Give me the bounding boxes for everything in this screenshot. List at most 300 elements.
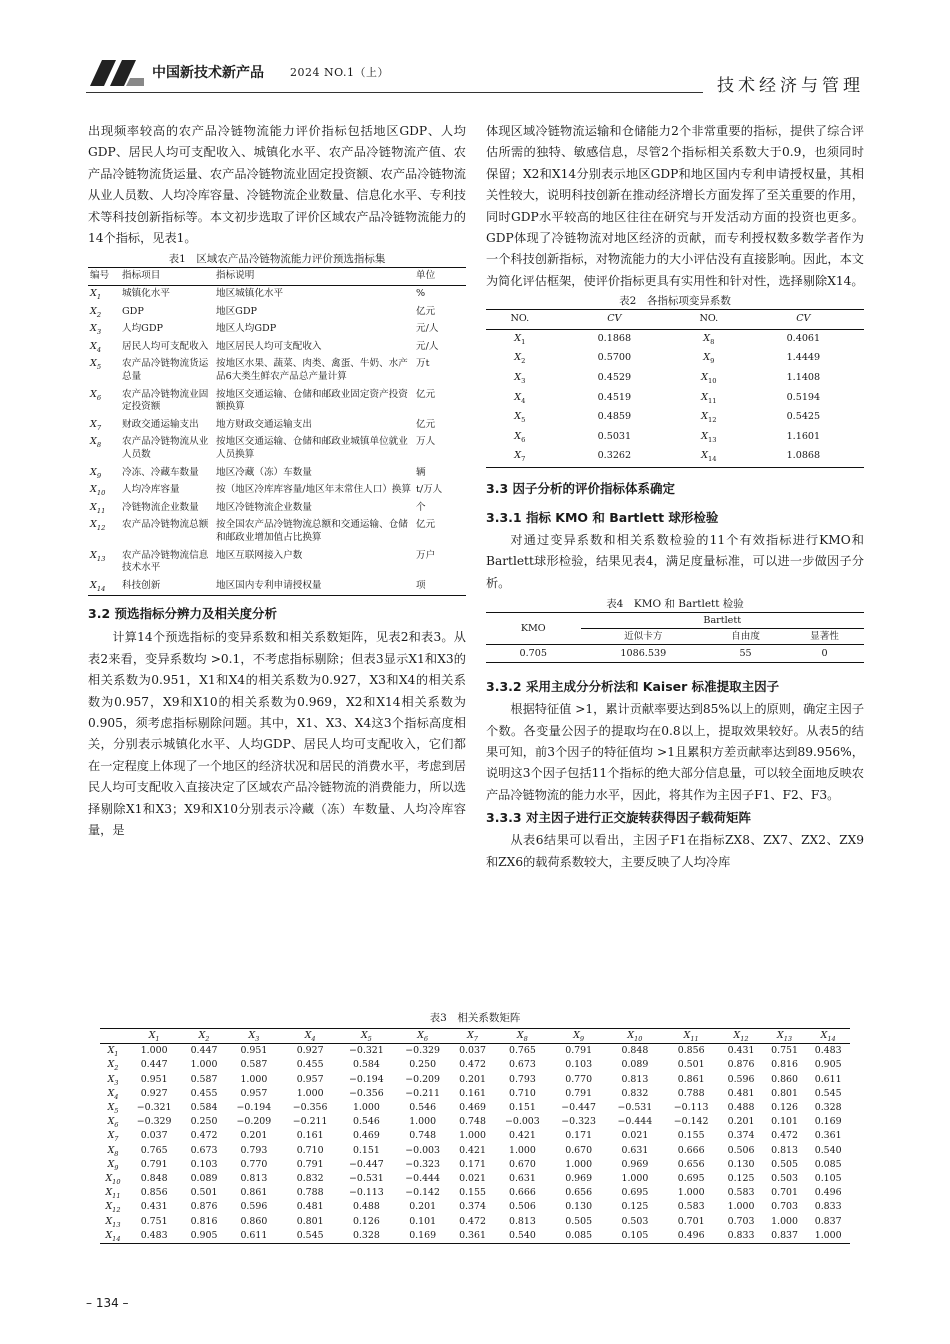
table4-caption: 表4 KMO 和 Bartlett 检验 bbox=[606, 598, 744, 611]
table3-cell: 0.374 bbox=[727, 1130, 755, 1142]
table3-cell: 0.130 bbox=[727, 1158, 755, 1170]
table1-unit: 辆 bbox=[416, 466, 426, 478]
table3-cell: 0.481 bbox=[727, 1087, 755, 1099]
table3-cell: 0.801 bbox=[296, 1215, 324, 1227]
table3-cell: 0.584 bbox=[190, 1102, 218, 1114]
table3-cell: 0.421 bbox=[508, 1130, 536, 1142]
table3-cell: 0.793 bbox=[508, 1073, 536, 1085]
table3-cell: 0.505 bbox=[565, 1215, 593, 1227]
table3-cell: 0.703 bbox=[771, 1201, 798, 1213]
table1-unit: 万户 bbox=[416, 549, 436, 561]
table4 bbox=[486, 612, 864, 663]
table4-subheader: 近似卡方 bbox=[581, 629, 707, 645]
table3-cell: 0.105 bbox=[621, 1229, 649, 1241]
table3-col-header: $X_5$ bbox=[338, 1029, 394, 1044]
table3-cell: 0.584 bbox=[352, 1059, 380, 1071]
table3-cell: 0.670 bbox=[565, 1144, 593, 1156]
journal-logo-icon bbox=[86, 60, 144, 86]
table3-cell: −0.356 bbox=[349, 1087, 384, 1099]
table3-cell: 0.631 bbox=[621, 1144, 649, 1156]
table2-var: $X_7$ bbox=[514, 450, 526, 464]
table3-row bbox=[100, 1115, 850, 1129]
table2-cv: 0.3262 bbox=[597, 450, 632, 462]
table4-cell: 0.705 bbox=[519, 648, 547, 660]
table4-kmo-header: KMO bbox=[486, 613, 581, 645]
table3-cell: −0.113 bbox=[673, 1102, 709, 1114]
table3-row-label: $X_{13}$ bbox=[105, 1215, 121, 1229]
table2-var: $X_{10}$ bbox=[701, 372, 717, 385]
table2-var: $X_2$ bbox=[514, 352, 526, 366]
table3-cell: −0.356 bbox=[292, 1102, 328, 1114]
table1-item: 农产品冷链物流从业人员数 bbox=[122, 436, 209, 460]
table3-cell: 0.250 bbox=[409, 1059, 437, 1071]
table1-row bbox=[88, 500, 466, 518]
section-3-3-1-text: 对通过变异系数和相关系数检验的11个有效指标进行KMO和Bartlett球形检验，结果见表4，满足度量标准，可以进一步做因子分析。 bbox=[486, 533, 864, 590]
table3-cell: 1.000 bbox=[140, 1045, 168, 1057]
table3-cell: 0.957 bbox=[240, 1087, 268, 1099]
table3-row-label: $X_1$ bbox=[107, 1045, 119, 1059]
table3-cell: 0.151 bbox=[508, 1102, 536, 1114]
table1-id: $X_{12}$ bbox=[90, 519, 106, 533]
table3-cell: 0.361 bbox=[814, 1130, 842, 1142]
table3-row bbox=[100, 1215, 850, 1229]
table3-cell: 0.860 bbox=[771, 1073, 798, 1085]
table1-row bbox=[88, 548, 466, 578]
table3-cell: −0.211 bbox=[292, 1116, 328, 1128]
table3-cell: 0.788 bbox=[677, 1087, 705, 1099]
table3-caption: 表3 相关系数矩阵 bbox=[429, 1012, 521, 1024]
table3-row-label: $X_4$ bbox=[107, 1087, 119, 1101]
table3-cell: −0.444 bbox=[405, 1173, 440, 1185]
table3-cell: −0.323 bbox=[405, 1158, 440, 1170]
table1-unit: t/万人 bbox=[416, 484, 443, 496]
table3-row-label: $X_9$ bbox=[107, 1158, 119, 1172]
table1-desc: 按地区水果、蔬菜、肉类、禽蛋、牛奶、水产品6大类生鲜农产品总产量计算 bbox=[216, 358, 408, 382]
table3-row-label: $X_{12}$ bbox=[105, 1201, 121, 1215]
table3-cell: 0.201 bbox=[409, 1201, 437, 1213]
table3-cell: 0.791 bbox=[565, 1045, 593, 1057]
table3-cell: 0.021 bbox=[621, 1130, 649, 1142]
table3-cell: −0.444 bbox=[617, 1116, 653, 1128]
table3-cell: 0.169 bbox=[409, 1229, 437, 1241]
table2-cv: 0.5700 bbox=[597, 352, 632, 364]
table3-cell: 0.596 bbox=[727, 1073, 755, 1085]
table3-row bbox=[100, 1144, 850, 1158]
table3-cell: 0.587 bbox=[190, 1073, 218, 1085]
table1-id: $X_9$ bbox=[90, 466, 102, 480]
table4-cell: 0 bbox=[821, 648, 828, 660]
table3-cell: 0.546 bbox=[352, 1116, 380, 1128]
table3-cell: 0.103 bbox=[190, 1158, 218, 1170]
table2-cv: 0.4519 bbox=[597, 391, 632, 403]
table3-cell: 0.469 bbox=[352, 1130, 380, 1142]
table1-row bbox=[88, 387, 466, 417]
section-3-3-2-text: 根据特征值 >1，累计贡献率要达到85%以上的原则，确定主因子个数。各变量公因子的提取均在0.8以上，提取效果较好。从表5的结果可知，前3个因子的特征值均 >1且累积方差贡献率达到89.956%，说明这3个因子包括11个指标的绝大部分信息量，可以较全面地反映农产品冷链物流的能力水平，因此，将其作为主因子F1、F2、F3。 bbox=[486, 702, 865, 802]
table1-unit: % bbox=[416, 288, 426, 300]
table3-cell: 0.876 bbox=[190, 1201, 218, 1213]
table3-col-header: $X_3$ bbox=[226, 1029, 282, 1044]
table3-corner bbox=[100, 1029, 126, 1044]
table3-cell: −0.209 bbox=[405, 1073, 440, 1085]
table3-col-header: $X_6$ bbox=[395, 1029, 451, 1044]
table3-cell: 0.748 bbox=[459, 1116, 486, 1128]
table1-desc: 地区城镇化水平 bbox=[216, 288, 284, 300]
table2-cv: 0.4061 bbox=[786, 332, 821, 344]
table3-cell: 0.583 bbox=[677, 1201, 705, 1213]
continued-paragraph: 体现区域冷链物流运输和仓储能力2个非常重要的指标，提供了综合评估所需的独特、敏感信息，尽管2个指标相关系数大于0.9，也须同时保留；X2和X14分别表示地区GDP和地区国内专利申请授权量，其相关性较大，说明科技创新在推动经济增长方面发挥了至关重要的作用，同时GDP水平较高的地区往往在研究与开发活动方面的投资也更多。GDP体现了冷链物流对地区经济的贡献，而专利授权数多数学者作为一个科技创新指标，对物流能力的大小评估没有直接影响。因此，本文为简化评估框架，使评价指标更具有实用性和针对性，选择剔除X14。 bbox=[486, 124, 864, 288]
table1-row bbox=[88, 434, 466, 464]
table3-cell: 0.505 bbox=[771, 1158, 798, 1170]
table3-col-header: $X_{11}$ bbox=[663, 1029, 719, 1044]
table1-id: $X_2$ bbox=[90, 305, 102, 319]
table1-row bbox=[88, 339, 466, 357]
table2-row bbox=[486, 447, 864, 467]
table3-cell: 0.545 bbox=[814, 1087, 842, 1099]
table3-cell: 0.670 bbox=[508, 1158, 536, 1170]
table3-row-label: $X_{14}$ bbox=[105, 1229, 121, 1243]
table3-cell: 0.832 bbox=[296, 1173, 324, 1185]
table3-cell: 0.037 bbox=[459, 1045, 486, 1057]
table1-desc: 地区冷链物流企业数量 bbox=[216, 501, 312, 513]
table3-cell: 0.861 bbox=[677, 1073, 705, 1085]
table3 bbox=[100, 1028, 850, 1244]
table3-row bbox=[100, 1129, 850, 1143]
table1-item: 冷冻、冷藏车数量 bbox=[122, 466, 199, 478]
table1-row bbox=[88, 578, 466, 596]
table1-unit: 项 bbox=[416, 579, 426, 591]
table3-cell: −0.447 bbox=[561, 1102, 596, 1114]
table2-var: $X_4$ bbox=[514, 391, 526, 405]
table2-row bbox=[486, 369, 864, 389]
table3-cell: 1.000 bbox=[621, 1173, 649, 1185]
table3-cell: 0.171 bbox=[565, 1130, 593, 1142]
table1-row bbox=[88, 417, 466, 435]
table3-cell: 0.472 bbox=[771, 1130, 798, 1142]
section-3-2-text: 计算14个预选指标的变异系数和相关系数矩阵，见表2和表3。从表2来看，变异系数均 >0.1，不考虑指标剔除；但表3显示X1和X3的相关系数为0.951，X1和X4的相关系数为0.927，X3和X4的相关系数为0.957，X9和X10的相关系数为0.969，X2和X14相关系数为0.905，须考虑指标剔除问题。其中，X1、X3、X4这3个指标高度相关，分别表示城镇化水平、人均GDP、居民人均可支配收入，它们都在一定程度上体现了一个地区的经济状况和居民的消费水平，考虑到居民人均可支配收入直接决定了区域农产品冷链物流的消费能力，所以选择剔除X1和X3；X9和X10分别表示冷藏（冻）车数量、人均冷库容量，是 bbox=[88, 630, 466, 837]
table2-cv: 0.5031 bbox=[597, 430, 632, 442]
table2-var: $X_{11}$ bbox=[701, 391, 717, 405]
table3-cell: 0.155 bbox=[677, 1130, 705, 1142]
table1-unit: 亿元 bbox=[416, 388, 436, 400]
table3-cell: −0.329 bbox=[136, 1116, 172, 1128]
table3-cell: 0.501 bbox=[677, 1059, 705, 1071]
table3-cell: 0.421 bbox=[459, 1144, 486, 1156]
table3-cell: 0.813 bbox=[240, 1173, 268, 1185]
table3-cell: 0.969 bbox=[565, 1173, 593, 1185]
table3-row bbox=[100, 1172, 850, 1186]
table2-var: $X_9$ bbox=[703, 352, 715, 366]
table3-cell: 0.611 bbox=[814, 1073, 842, 1085]
table3-cell: 0.161 bbox=[296, 1130, 324, 1142]
table3-cell: 0.201 bbox=[727, 1116, 755, 1128]
table3-cell: 0.151 bbox=[352, 1144, 380, 1156]
table3-row bbox=[100, 1229, 850, 1244]
table3-cell: 0.125 bbox=[621, 1201, 649, 1213]
table3-row bbox=[100, 1186, 850, 1200]
table3-cell: 1.000 bbox=[727, 1201, 755, 1213]
table1-id: $X_5$ bbox=[90, 358, 102, 372]
table4-cell: 55 bbox=[739, 648, 752, 660]
table3-cell: −0.142 bbox=[405, 1187, 440, 1199]
table1-item: 财政交通运输支出 bbox=[122, 418, 199, 430]
table1-id: $X_7$ bbox=[90, 418, 102, 432]
table1-item: GDP bbox=[122, 305, 144, 317]
table3-cell: 0.751 bbox=[771, 1045, 798, 1057]
table3-cell: 0.905 bbox=[190, 1229, 218, 1241]
table4-subheader: 显著性 bbox=[785, 629, 864, 645]
table2-header: NO. bbox=[486, 310, 554, 330]
section-3-3-3-title: 3.3.3 对主因子进行正交旋转获得因子载荷矩阵 bbox=[486, 810, 751, 826]
table3-cell: 0.801 bbox=[771, 1087, 798, 1099]
table3-cell: 0.856 bbox=[677, 1045, 705, 1057]
table2-var: $X_8$ bbox=[703, 332, 715, 346]
table3-cell: −0.447 bbox=[349, 1158, 384, 1170]
table3-cell: 0.201 bbox=[240, 1130, 268, 1142]
table3-cell: 0.748 bbox=[409, 1130, 437, 1142]
table4-bartlett-header: Bartlett bbox=[703, 615, 742, 627]
table3-cell: 1.000 bbox=[352, 1102, 380, 1114]
table3-cell: 0.089 bbox=[190, 1173, 218, 1185]
table1-row bbox=[88, 482, 466, 500]
table3-col-header: $X_9$ bbox=[551, 1029, 607, 1044]
table3-cell: 0.957 bbox=[296, 1073, 324, 1085]
table1-unit: 万t bbox=[416, 358, 430, 370]
table3-cell: 1.000 bbox=[409, 1116, 437, 1128]
table3-cell: 0.695 bbox=[677, 1173, 705, 1185]
table3-cell: 0.951 bbox=[140, 1073, 168, 1085]
table3-cell: 0.447 bbox=[190, 1045, 218, 1057]
table3-cell: 0.472 bbox=[190, 1130, 218, 1142]
table2-var: $X_1$ bbox=[514, 332, 526, 346]
table2-var: $X_{13}$ bbox=[701, 430, 717, 444]
table1-desc: 地区人均GDP bbox=[216, 323, 277, 335]
table1-item: 农产品冷链物流信息技术水平 bbox=[122, 549, 209, 574]
table1-unit: 亿元 bbox=[416, 519, 436, 531]
intro-paragraph: 出现频率较高的农产品冷链物流能力评价指标包括地区GDP、人均GDP、居民人均可支配收入、城镇化水平、农产品冷链物流产值、农产品冷链物流货运量、农产品冷链物流业固定投资额、农产品冷链物流从业人员数、人均冷库容量、冷链物流企业数量、信息化水平、专利技术等科技创新指标等。本文初步选取了评价区域农产品冷链物流能力的14个指标，见表1。 bbox=[88, 124, 466, 246]
table1-desc: 按地区交通运输、仓储和邮政业固定资产投资额换算 bbox=[216, 388, 408, 413]
table1-id: $X_6$ bbox=[90, 388, 102, 402]
table1-row bbox=[88, 286, 466, 304]
table3-col-header: $X_1$ bbox=[126, 1029, 182, 1044]
table2-header: CV bbox=[743, 310, 864, 330]
table3-cell: 0.488 bbox=[352, 1201, 380, 1213]
table3-cell: 0.848 bbox=[140, 1173, 168, 1185]
table1-id: $X_{10}$ bbox=[90, 484, 106, 498]
table3-cell: 0.540 bbox=[814, 1144, 842, 1156]
table1-item: 人均GDP bbox=[122, 323, 163, 335]
table1-desc: 按全国农产品冷链物流总额和交通运输、仓储和邮政业增加值占比换算 bbox=[216, 519, 408, 543]
table3-cell: 0.710 bbox=[296, 1144, 324, 1156]
table3-row-label: $X_2$ bbox=[107, 1059, 119, 1073]
table3-cell: 0.496 bbox=[814, 1187, 842, 1199]
table3-cell: −0.321 bbox=[349, 1045, 384, 1057]
table3-cell: 0.793 bbox=[240, 1144, 268, 1156]
section-3-3-3-text: 从表6结果可以看出，主因子F1在指标ZX8、ZX7、ZX2、ZX9和ZX6的载荷系数较大，主要反映了人均冷库 bbox=[486, 833, 864, 869]
journal-title: 中国新技术新产品 bbox=[152, 65, 264, 81]
section-3-2-title: 3.2 预选指标分辨力及相关度分析 bbox=[88, 606, 277, 622]
table3-cell: 0.837 bbox=[771, 1229, 798, 1241]
table3-col-header: $X_{10}$ bbox=[607, 1029, 663, 1044]
table3-row bbox=[100, 1200, 850, 1214]
table3-cell: −0.194 bbox=[236, 1102, 272, 1114]
table2 bbox=[486, 309, 864, 468]
table3-row bbox=[100, 1087, 850, 1101]
table3-cell: 0.496 bbox=[677, 1229, 705, 1241]
table3-cell: 0.695 bbox=[621, 1187, 649, 1199]
section-3-3-2-title: 3.3.2 采用主成分分析法和 Kaiser 标准提取主因子 bbox=[486, 679, 780, 695]
table3-row bbox=[100, 1101, 850, 1115]
table3-cell: 0.969 bbox=[621, 1158, 649, 1170]
table3-cell: −0.209 bbox=[236, 1116, 272, 1128]
table3-cell: 0.813 bbox=[621, 1073, 649, 1085]
table1-item: 农产品冷链物流总额 bbox=[122, 519, 209, 531]
table3-cell: −0.531 bbox=[617, 1102, 653, 1114]
table2-cv: 0.4529 bbox=[597, 372, 632, 384]
table1-desc: 按地区交通运输、仓储和邮政业城镇单位就业人员换算 bbox=[216, 436, 408, 460]
table3-cell: 0.927 bbox=[140, 1087, 168, 1099]
table3-cell: 0.765 bbox=[140, 1144, 168, 1156]
table3-cell: −0.323 bbox=[561, 1116, 596, 1128]
table3-cell: 0.791 bbox=[296, 1158, 324, 1170]
table3-cell: 0.813 bbox=[508, 1215, 536, 1227]
table1-row bbox=[88, 465, 466, 483]
table3-cell: 1.000 bbox=[814, 1229, 842, 1241]
table3-col-header: $X_2$ bbox=[182, 1029, 226, 1044]
table3-row-label: $X_{11}$ bbox=[105, 1187, 121, 1201]
table3-cell: 0.089 bbox=[621, 1059, 649, 1071]
table1-unit: 元/人 bbox=[416, 323, 439, 335]
table1-desc: 地方财政交通运输支出 bbox=[216, 418, 312, 430]
table2-var: $X_3$ bbox=[514, 372, 526, 385]
table2-cv: 0.5194 bbox=[786, 391, 821, 403]
table3-cell: 1.000 bbox=[459, 1130, 486, 1142]
table3-row-label: $X_6$ bbox=[107, 1116, 119, 1130]
table3-cell: 0.703 bbox=[727, 1215, 755, 1227]
section-3-3-1-title: 3.3.1 指标 KMO 和 Bartlett 球形检验 bbox=[486, 510, 719, 525]
table3-cell: 0.751 bbox=[140, 1215, 168, 1227]
table1-row bbox=[88, 517, 466, 547]
table2-var: $X_{14}$ bbox=[701, 450, 717, 464]
table3-cell: 0.171 bbox=[459, 1158, 486, 1170]
table3-cell: 1.000 bbox=[771, 1215, 798, 1227]
table3-cell: 0.587 bbox=[240, 1059, 268, 1071]
table3-cell: −0.142 bbox=[673, 1116, 709, 1128]
table1-desc: 地区居民人均可支配收入 bbox=[216, 340, 322, 352]
table3-cell: 1.000 bbox=[565, 1158, 593, 1170]
table1-item: 人均冷库容量 bbox=[122, 484, 180, 496]
table3-cell: 0.455 bbox=[296, 1059, 324, 1071]
table3-cell: 0.583 bbox=[727, 1187, 755, 1199]
table3-cell: 0.666 bbox=[677, 1144, 705, 1156]
table3-cell: 0.788 bbox=[296, 1187, 324, 1199]
table3-cell: 0.861 bbox=[240, 1187, 268, 1199]
section-title: 技术经济与管理 bbox=[703, 71, 864, 96]
table1-desc: 按（地区冷库库容量/地区年末常住人口）换算 bbox=[216, 484, 412, 496]
table3-cell: 0.540 bbox=[508, 1229, 536, 1241]
page-number: – 134 – bbox=[86, 1296, 129, 1310]
table3-cell: 0.472 bbox=[459, 1059, 486, 1071]
table3-cell: 0.833 bbox=[727, 1229, 755, 1241]
table1-header: 指标说明 bbox=[214, 268, 414, 286]
table1-desc: 地区GDP bbox=[216, 305, 257, 317]
table3-cell: 0.431 bbox=[140, 1201, 168, 1213]
table3-cell: 0.876 bbox=[727, 1059, 755, 1071]
table3-cell: 0.103 bbox=[565, 1059, 593, 1071]
table3-cell: 0.631 bbox=[508, 1173, 536, 1185]
table1-unit: 元/人 bbox=[416, 340, 439, 352]
table3-cell: 0.673 bbox=[190, 1144, 218, 1156]
table3-cell: 0.169 bbox=[814, 1116, 842, 1128]
table2-header: CV bbox=[554, 310, 675, 330]
table3-cell: 0.611 bbox=[240, 1229, 268, 1241]
table1-id: $X_3$ bbox=[90, 323, 102, 337]
table3-cell: −0.194 bbox=[349, 1073, 384, 1085]
table2-cv: 1.1601 bbox=[786, 430, 821, 442]
right-column bbox=[486, 121, 864, 873]
table3-row bbox=[100, 1073, 850, 1087]
table3-cell: −0.003 bbox=[405, 1144, 440, 1156]
table3-cell: 0.085 bbox=[814, 1158, 842, 1170]
table3-cell: 0.431 bbox=[727, 1045, 755, 1057]
table4-subheader: 自由度 bbox=[706, 629, 785, 645]
table3-cell: 0.037 bbox=[140, 1130, 168, 1142]
table3-row-label: $X_5$ bbox=[107, 1102, 119, 1115]
table3-cell: 0.130 bbox=[565, 1201, 593, 1213]
table3-cell: 0.328 bbox=[814, 1102, 842, 1114]
table3-cell: 0.447 bbox=[140, 1059, 168, 1071]
table1-id: $X_{11}$ bbox=[90, 501, 106, 515]
table3-cell: 0.770 bbox=[240, 1158, 268, 1170]
table3-cell: 0.833 bbox=[814, 1201, 842, 1213]
table3-cell: 0.832 bbox=[621, 1087, 649, 1099]
table3-cell: 0.126 bbox=[771, 1102, 798, 1114]
table2-header: NO. bbox=[675, 310, 743, 330]
table2-cv: 1.4449 bbox=[786, 352, 821, 364]
table1 bbox=[88, 267, 466, 596]
table3-cell: 1.000 bbox=[190, 1059, 218, 1071]
table3-cell: 1.000 bbox=[240, 1073, 268, 1085]
table3-cell: 0.951 bbox=[240, 1045, 268, 1057]
table1-id: $X_8$ bbox=[90, 436, 102, 450]
table3-cell: 0.656 bbox=[565, 1187, 593, 1199]
table3-cell: −0.113 bbox=[349, 1187, 384, 1199]
table3-cell: 0.673 bbox=[508, 1059, 536, 1071]
table3-cell: 0.101 bbox=[771, 1116, 798, 1128]
table3-cell: 0.481 bbox=[296, 1201, 324, 1213]
table3-cell: 0.201 bbox=[459, 1073, 486, 1085]
table2-row bbox=[486, 329, 864, 349]
table1-unit: 亿元 bbox=[416, 418, 436, 430]
table1-item: 农产品冷链物流业固定投资额 bbox=[122, 388, 209, 413]
table3-cell: 0.361 bbox=[459, 1229, 486, 1241]
issue-info: 2024 NO.1（上） bbox=[290, 66, 389, 79]
left-column bbox=[88, 121, 466, 841]
table3-cell: 0.021 bbox=[459, 1173, 486, 1185]
table3-cell: 0.545 bbox=[296, 1229, 324, 1241]
table1-id: $X_{14}$ bbox=[90, 579, 106, 593]
table2-cv: 0.5425 bbox=[786, 411, 821, 423]
table4-cell: 1086.539 bbox=[620, 648, 667, 660]
table3-row bbox=[100, 1044, 850, 1059]
table3-cell: −0.003 bbox=[505, 1116, 540, 1128]
table3-row bbox=[100, 1158, 850, 1172]
section-3-3-title: 3.3 因子分析的评价指标体系确定 bbox=[486, 481, 675, 496]
table3-cell: 0.488 bbox=[727, 1102, 755, 1114]
table3-col-header: $X_7$ bbox=[451, 1029, 495, 1044]
table3-cell: 0.791 bbox=[565, 1087, 593, 1099]
table1-id: $X_1$ bbox=[90, 288, 102, 301]
table3-cell: 0.469 bbox=[459, 1102, 486, 1114]
